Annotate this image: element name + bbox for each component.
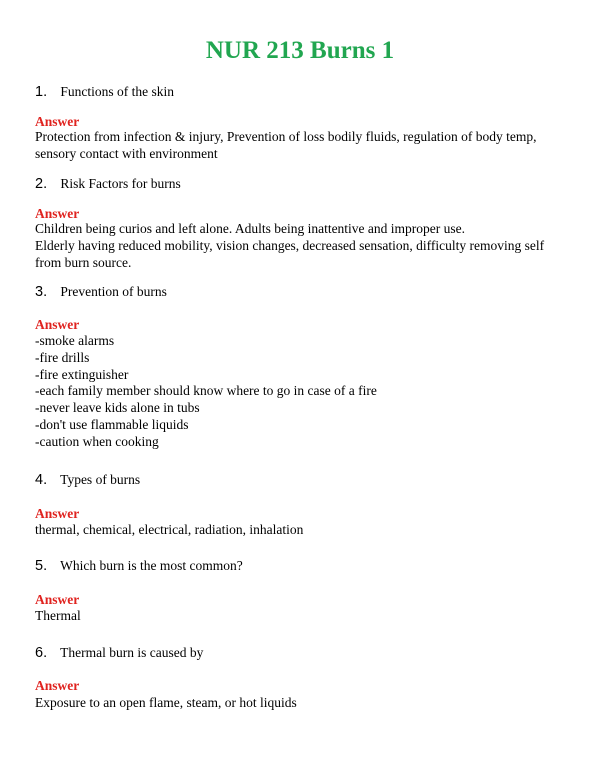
question-number: 3.: [35, 284, 48, 300]
answer-line: -each family member should know where to go in case of a fire: [35, 383, 377, 399]
answer-label: Answer: [35, 678, 80, 693]
question-text: Thermal burn is caused by: [60, 645, 204, 660]
answer-label: Answer: [35, 317, 80, 332]
answer-4: [35, 522, 565, 539]
question-1: [35, 83, 575, 101]
question-text: Which burn is the most common?: [60, 558, 243, 573]
question-number: 6.: [35, 645, 48, 661]
question-text: Risk Factors for burns: [60, 176, 181, 191]
answer-label: Answer: [35, 114, 80, 129]
question-text: Functions of the skin: [60, 84, 174, 99]
answer-5: [35, 608, 565, 625]
answer-line: -fire drills: [35, 349, 90, 365]
question-number: 1.: [35, 84, 48, 100]
answer-1: [35, 129, 565, 163]
answer-2: [35, 221, 565, 271]
answer-label: Answer: [35, 506, 80, 521]
answer-line: -never leave kids alone in tubs: [35, 400, 200, 416]
answer-label: Answer: [35, 592, 80, 607]
question-number: 2.: [35, 176, 48, 192]
document-title: NUR 213 Burns 1: [205, 37, 395, 64]
question-2: [35, 175, 575, 193]
answer-label: Answer: [35, 206, 80, 221]
answer-line: -smoke alarms: [35, 333, 115, 348]
answer-line: -caution when cooking: [35, 433, 159, 449]
question-number: 5.: [35, 558, 48, 574]
answer-line: Elderly having reduced mobility, vision changes, decreased sensation, difficulty removing self: [35, 237, 545, 253]
question-text: Types of burns: [60, 472, 141, 487]
answer-line: Exposure to an open flame, steam, or hot liquids: [35, 695, 297, 710]
question-5: [35, 557, 575, 575]
question-6: [35, 644, 575, 662]
answer-line: from burn source.: [35, 254, 132, 270]
answer-line: thermal, chemical, electrical, radiation, inhalation: [35, 522, 304, 537]
question-4: [35, 471, 575, 489]
question-text: Prevention of burns: [60, 284, 167, 299]
question-number: 4.: [35, 472, 48, 488]
answer-line: Protection from infection & injury, Prevention of loss bodily fluids, regulation of body temp,: [35, 129, 537, 144]
answer-line: -fire extinguisher: [35, 366, 129, 382]
answer-line: sensory contact with environment: [35, 145, 218, 161]
answer-line: Thermal: [35, 608, 81, 623]
answer-3: [35, 333, 565, 451]
answer-line: -don't use flammable liquids: [35, 416, 189, 432]
question-3: [35, 283, 575, 301]
answer-line: Children being curios and left alone. Adults being inattentive and improper use.: [35, 221, 466, 236]
answer-6: [35, 695, 565, 712]
